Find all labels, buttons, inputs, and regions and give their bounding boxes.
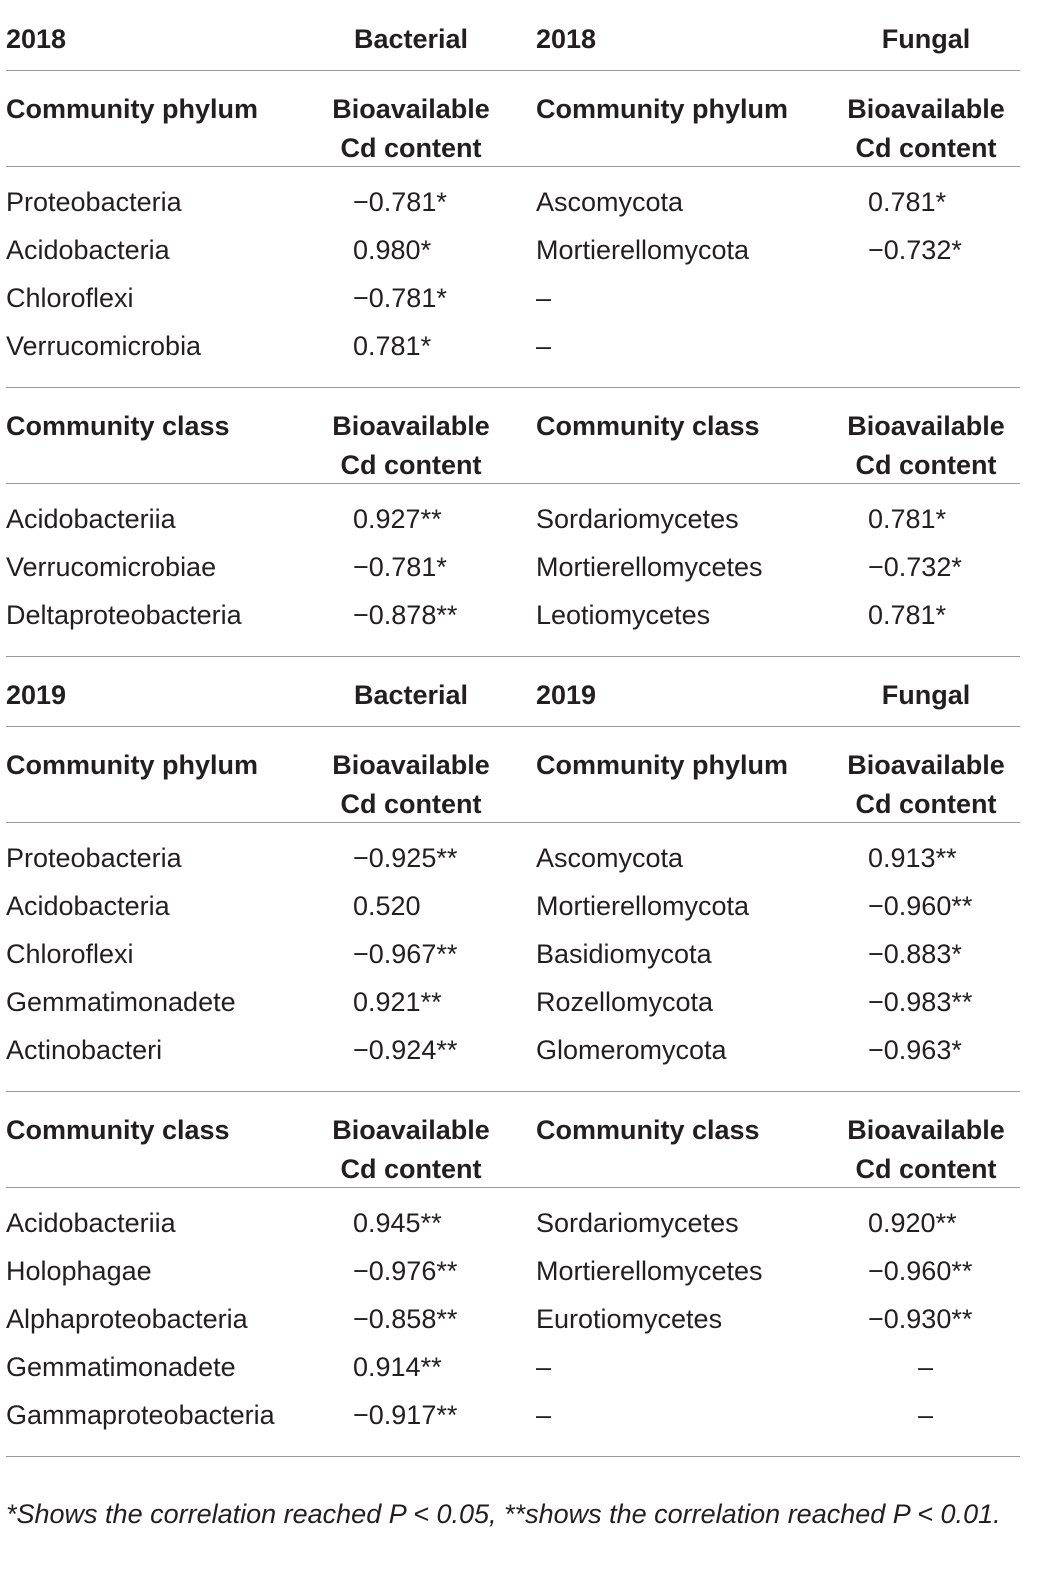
correlation-value-bacterial: −0.858** bbox=[353, 1304, 458, 1334]
year-label: 2018 bbox=[536, 24, 597, 54]
taxon-name-fungal: – bbox=[536, 1400, 552, 1430]
correlation-value-fungal: – bbox=[918, 1352, 934, 1382]
rank-header: Community class bbox=[6, 1115, 230, 1145]
correlation-value-bacterial: 0.520 bbox=[353, 891, 421, 921]
taxon-name-bacterial: Alphaproteobacteria bbox=[6, 1304, 248, 1334]
value-header: Bioavailable bbox=[332, 94, 490, 124]
value-header: Bioavailable bbox=[847, 1115, 1005, 1145]
value-header: Cd content bbox=[340, 450, 482, 480]
correlation-value-bacterial: −0.925** bbox=[353, 843, 458, 873]
table-row bbox=[6, 839, 1020, 887]
correlation-value-bacterial: 0.980* bbox=[353, 235, 432, 265]
taxon-name-fungal: Ascomycota bbox=[536, 187, 684, 217]
table-row bbox=[6, 183, 1020, 231]
correlation-value-fungal: −0.930** bbox=[868, 1304, 973, 1334]
column-header-row bbox=[6, 726, 1020, 821]
correlation-value-bacterial: −0.976** bbox=[353, 1256, 458, 1286]
table-row bbox=[6, 1348, 1020, 1396]
table-row bbox=[6, 500, 1020, 548]
group-label-bacterial: Bacterial bbox=[353, 24, 469, 54]
column-header-row bbox=[6, 1091, 1020, 1186]
taxon-name-bacterial: Gammaproteobacteria bbox=[6, 1400, 275, 1430]
value-header: Bioavailable bbox=[847, 94, 1005, 124]
header-divider bbox=[6, 1187, 1020, 1188]
correlation-value-fungal: −0.983** bbox=[868, 987, 973, 1017]
group-label-fungal: Fungal bbox=[881, 24, 971, 54]
correlation-value-bacterial: 0.945** bbox=[353, 1208, 442, 1238]
taxon-name-bacterial: Verrucomicrobiae bbox=[6, 552, 217, 582]
rank-header: Community class bbox=[536, 1115, 760, 1145]
taxon-name-bacterial: Verrucomicrobia bbox=[6, 331, 202, 361]
taxon-name-fungal: Sordariomycetes bbox=[536, 1208, 739, 1238]
table-row bbox=[6, 1031, 1020, 1079]
table-footnote: *Shows the correlation reached P < 0.05, **shows the correlation reached P < 0.01. bbox=[6, 1499, 1001, 1529]
table-row bbox=[6, 1396, 1020, 1444]
header-divider bbox=[6, 483, 1020, 484]
correlation-table bbox=[6, 0, 1020, 1456]
year-header-row bbox=[6, 656, 1020, 726]
correlation-value-fungal: −0.963* bbox=[868, 1035, 962, 1065]
group-label-bacterial: Bacterial bbox=[353, 680, 469, 710]
taxon-name-bacterial: Gemmatimonadete bbox=[6, 987, 236, 1017]
rank-header: Community phylum bbox=[536, 94, 789, 124]
year-header-row bbox=[6, 0, 1020, 70]
taxon-name-bacterial: Holophagae bbox=[6, 1256, 152, 1286]
header-divider bbox=[6, 166, 1020, 167]
value-header: Cd content bbox=[340, 133, 482, 163]
correlation-value-fungal: 0.781* bbox=[868, 600, 947, 630]
taxon-name-fungal: Leotiomycetes bbox=[536, 600, 711, 630]
rank-header: Community class bbox=[6, 411, 230, 441]
correlation-value-bacterial: −0.917** bbox=[353, 1400, 458, 1430]
correlation-value-fungal: 0.781* bbox=[868, 504, 947, 534]
taxon-name-bacterial: Proteobacteria bbox=[6, 843, 182, 873]
taxon-name-fungal: Mortierellomycetes bbox=[536, 1256, 763, 1286]
taxon-name-fungal: Eurotiomycetes bbox=[536, 1304, 723, 1334]
taxon-name-bacterial: Acidobacteria bbox=[6, 235, 170, 265]
rank-header: Community phylum bbox=[6, 750, 259, 780]
taxon-name-fungal: Rozellomycota bbox=[536, 987, 714, 1017]
correlation-value-bacterial: 0.914** bbox=[353, 1352, 442, 1382]
block-divider bbox=[6, 1456, 1020, 1457]
correlation-value-fungal: −0.732* bbox=[868, 235, 962, 265]
value-header: Cd content bbox=[340, 789, 482, 819]
taxon-name-fungal: Sordariomycetes bbox=[536, 504, 739, 534]
correlation-value-fungal: 0.781* bbox=[868, 187, 947, 217]
taxon-name-fungal: Mortierellomycota bbox=[536, 891, 750, 921]
taxon-name-fungal: Basidiomycota bbox=[536, 939, 712, 969]
table-row bbox=[6, 596, 1020, 644]
value-header: Bioavailable bbox=[847, 411, 1005, 441]
correlation-value-bacterial: −0.781* bbox=[353, 187, 447, 217]
correlation-value-bacterial: 0.781* bbox=[353, 331, 432, 361]
value-header: Bioavailable bbox=[847, 750, 1005, 780]
table-row bbox=[6, 279, 1020, 327]
table-row bbox=[6, 1204, 1020, 1252]
correlation-value-bacterial: −0.781* bbox=[353, 552, 447, 582]
column-header-row bbox=[6, 70, 1020, 165]
table-row bbox=[6, 935, 1020, 983]
taxon-name-bacterial: Gemmatimonadete bbox=[6, 1352, 236, 1382]
taxon-name-bacterial: Acidobacteriia bbox=[6, 1208, 176, 1238]
year-label: 2019 bbox=[536, 680, 597, 710]
value-header: Cd content bbox=[855, 1154, 997, 1184]
taxon-name-bacterial: Chloroflexi bbox=[6, 283, 134, 313]
correlation-value-fungal: – bbox=[918, 1400, 934, 1430]
table-row bbox=[6, 327, 1020, 375]
correlation-value-bacterial: −0.967** bbox=[353, 939, 458, 969]
correlation-value-fungal: −0.732* bbox=[868, 552, 962, 582]
taxon-name-fungal: – bbox=[536, 283, 552, 313]
column-header-row bbox=[6, 387, 1020, 482]
correlation-value-bacterial: −0.878** bbox=[353, 600, 458, 630]
correlation-value-bacterial: −0.924** bbox=[353, 1035, 458, 1065]
rank-header: Community phylum bbox=[6, 94, 259, 124]
table-row bbox=[6, 231, 1020, 279]
taxon-name-bacterial: Chloroflexi bbox=[6, 939, 134, 969]
correlation-value-fungal: 0.913** bbox=[868, 843, 957, 873]
correlation-value-fungal: 0.920** bbox=[868, 1208, 957, 1238]
group-label-fungal: Fungal bbox=[881, 680, 971, 710]
table-row bbox=[6, 983, 1020, 1031]
taxon-name-fungal: Ascomycota bbox=[536, 843, 684, 873]
taxon-name-bacterial: Actinobacteri bbox=[6, 1035, 163, 1065]
taxon-name-bacterial: Acidobacteria bbox=[6, 891, 170, 921]
taxon-name-fungal: Mortierellomycota bbox=[536, 235, 750, 265]
value-header: Cd content bbox=[855, 450, 997, 480]
value-header: Cd content bbox=[855, 789, 997, 819]
taxon-name-fungal: Glomeromycota bbox=[536, 1035, 727, 1065]
year-label: 2018 bbox=[6, 24, 67, 54]
taxon-name-bacterial: Proteobacteria bbox=[6, 187, 182, 217]
value-header: Bioavailable bbox=[332, 411, 490, 441]
taxon-name-fungal: Mortierellomycetes bbox=[536, 552, 763, 582]
table-row bbox=[6, 1300, 1020, 1348]
value-header: Cd content bbox=[340, 1154, 482, 1184]
value-header: Bioavailable bbox=[332, 1115, 490, 1145]
correlation-value-bacterial: 0.921** bbox=[353, 987, 442, 1017]
year-label: 2019 bbox=[6, 680, 67, 710]
rank-header: Community class bbox=[536, 411, 760, 441]
table-row bbox=[6, 887, 1020, 935]
taxon-name-fungal: – bbox=[536, 1352, 552, 1382]
value-header: Bioavailable bbox=[332, 750, 490, 780]
taxon-name-bacterial: Acidobacteriia bbox=[6, 504, 176, 534]
table-row bbox=[6, 548, 1020, 596]
header-divider bbox=[6, 822, 1020, 823]
rank-header: Community phylum bbox=[536, 750, 789, 780]
correlation-value-fungal: −0.960** bbox=[868, 891, 973, 921]
correlation-value-fungal: −0.960** bbox=[868, 1256, 973, 1286]
correlation-value-bacterial: 0.927** bbox=[353, 504, 442, 534]
table-row bbox=[6, 1252, 1020, 1300]
correlation-value-bacterial: −0.781* bbox=[353, 283, 447, 313]
value-header: Cd content bbox=[855, 133, 997, 163]
correlation-value-fungal: −0.883* bbox=[868, 939, 962, 969]
taxon-name-fungal: – bbox=[536, 331, 552, 361]
taxon-name-bacterial: Deltaproteobacteria bbox=[6, 600, 242, 630]
